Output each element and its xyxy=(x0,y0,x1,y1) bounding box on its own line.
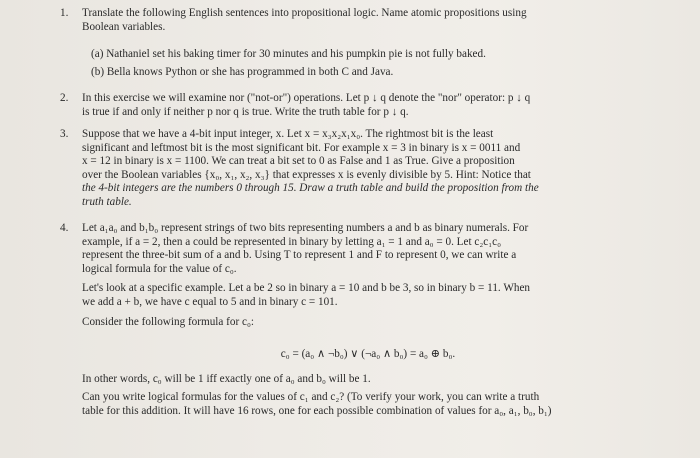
question-4-p1-line3: represent the three-bit sum of a and b. Using T to represent 1 and F to represent 0, we can write a xyxy=(82,249,517,262)
question-4-p1-line2: example, if a = 2, then a could be represented in binary by letting a₁ = 1 and a₀ = 0. Let c₂c₁c₀ xyxy=(82,235,501,248)
question-2-number: 2. xyxy=(60,92,69,104)
question-1b: (b) Bella knows Python or she has programmed in both C and Java. xyxy=(91,66,394,78)
question-4-p5-line1: Can you write logical formulas for the values of c₁ and c₂? (To verify your work, you can write a truth xyxy=(82,391,540,403)
question-1-text-line2: Boolean variables. xyxy=(82,20,166,33)
question-3-text-line1: Suppose that we have a 4-bit input integer, x. Let x = x₃x₂x₁x₀. The rightmost bit is the least xyxy=(82,128,494,140)
question-1a: (a) Nathaniel set his baking timer for 30 minutes and his pumpkin pie is not fully baked. xyxy=(91,48,486,60)
question-4-p4: In other words, c₀ will be 1 iff exactly one of a₀ and b₀ will be 1. xyxy=(82,373,371,385)
question-1-number: 1. xyxy=(60,7,69,19)
question-3-text-line4: over the Boolean variables {x₀, x₁, x₂, x₃} that expresses x is evenly divisible by 5. Hint: Notice that xyxy=(82,168,531,181)
question-4-p3: Consider the following formula for c₀: xyxy=(82,316,254,328)
question-4-p2-line2: we add a + b, we have c equal to 5 and in binary c = 101. xyxy=(82,295,338,308)
question-4-formula: c₀ = (a₀ ∧ ¬b₀) ∨ (¬a₀ ∧ b₀) = a₀ ⊕ b₀. xyxy=(280,348,456,360)
question-3-number: 3. xyxy=(60,128,69,140)
question-4-p5-line2: table for this addition. It will have 16 rows, one for each possible combination of values for a₀, a₁, b₀, b₁) xyxy=(82,404,552,417)
question-4-number: 4. xyxy=(60,222,69,234)
question-3-text-line2: significant and leftmost bit is the most significant bit. For example x = 3 in binary is x = 0011 and xyxy=(82,141,521,154)
question-2-text-line2: is true if and only if neither p nor q is true. Write the truth table for p ↓ q. xyxy=(82,105,409,118)
question-3-text-line5: the 4-bit integers are the numbers 0 through 15. Draw a truth table and build the proposition from the xyxy=(82,182,539,195)
question-3-text-line6: truth table. xyxy=(82,196,132,208)
question-1-text-line1: Translate the following English sentences into propositional logic. Name atomic propositions using xyxy=(82,7,527,19)
question-4-p2-line1: Let's look at a specific example. Let a be 2 so in binary a = 10 and b be 3, so in binary b = 11. When xyxy=(82,282,531,294)
question-4-p1-line1: Let a₁a₀ and b₁b₀ represent strings of two bits representing numbers a and b as binary numerals. For xyxy=(82,222,529,234)
question-3-text-line3: x = 12 in binary is x = 1100. We can treat a bit set to 0 as False and 1 as True. Give a proposition xyxy=(82,155,515,168)
question-4-p1-line4: logical formula for the value of c₀. xyxy=(82,262,237,275)
question-2-text-line1: In this exercise we will examine nor ("not-or") operations. Let p ↓ q denote the "nor" operator: p ↓ q xyxy=(82,92,531,104)
